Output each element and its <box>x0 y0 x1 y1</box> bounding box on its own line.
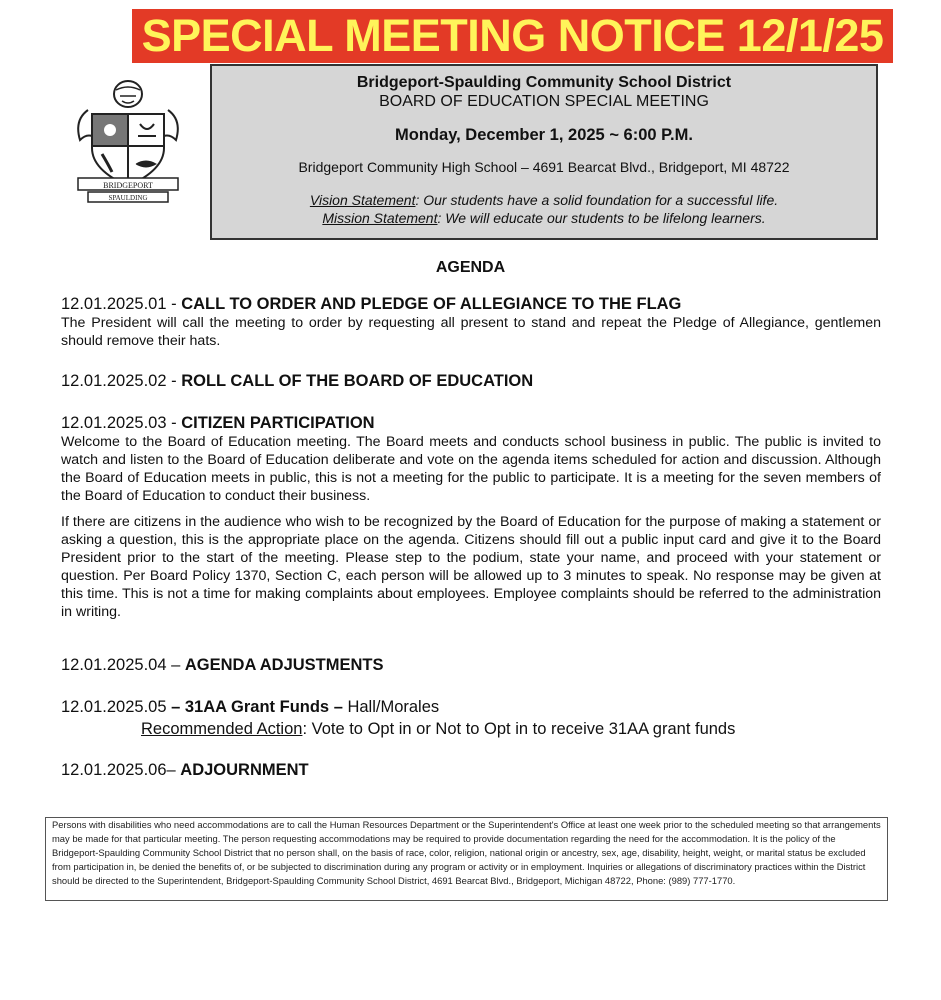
agenda-item <box>61 656 881 675</box>
item-title: – 31AA Grant Funds – <box>171 698 343 716</box>
item-number: 12.01.2025.04 – <box>61 656 185 674</box>
district-name: Bridgeport-Spaulding Community School District <box>356 74 732 91</box>
mission-statement <box>212 209 876 227</box>
meeting-datetime: Monday, December 1, 2025 ~ 6:00 P.M. <box>395 126 693 144</box>
vision-label: Vision Statement <box>309 192 416 208</box>
item-number: 12.01.2025.03 - <box>61 414 182 432</box>
meeting-header-box <box>210 64 878 240</box>
mission-label: Mission Statement <box>322 210 438 226</box>
item-title: AGENDA ADJUSTMENTS <box>184 656 384 674</box>
item-number: 12.01.2025.05 <box>61 698 172 716</box>
district-crest-logo <box>68 78 188 203</box>
agenda-item <box>61 372 881 391</box>
special-meeting-banner: SPECIAL MEETING NOTICE 12/1/25 <box>132 9 893 63</box>
agenda-item <box>61 414 881 621</box>
mission-text: : We will educate our students to be lifelong learners. <box>437 210 766 226</box>
svg-text:BRIDGEPORT: BRIDGEPORT <box>103 181 153 190</box>
agenda-item <box>61 295 881 350</box>
agenda-title: AGENDA <box>435 259 506 276</box>
agenda-item <box>61 761 881 780</box>
item-title: ADJOURNMENT <box>180 761 309 779</box>
meeting-type: BOARD OF EDUCATION SPECIAL MEETING <box>379 93 709 110</box>
vision-statement <box>212 191 876 209</box>
agenda-item <box>61 698 881 717</box>
action-label: Recommended Action <box>141 720 303 738</box>
vision-mission-statements <box>212 191 876 227</box>
item-body: The President will call the meeting to order by requesting all present to stand and repeat the Pledge of Allegiance, gentlemen should remove their hats. <box>61 315 881 349</box>
item-number: 12.01.2025.02 - <box>61 372 182 390</box>
vision-text: : Our students have a solid foundation for a successful life. <box>415 192 779 208</box>
item-body: Welcome to the Board of Education meeting. The Board meets and conducts school business in public. The public is invited to watch and listen to the Board of Education deliberate and vote on the agenda items scheduled for action and discussion. Although the Board of Education meets in public, this is not a meeting for the public to participate. It is a meeting for the seven members of the Board of Education to conduct their business. <box>61 434 881 504</box>
recommended-action <box>141 720 735 739</box>
accessibility-notice: Persons with disabilities who need accommodations are to call the Human Resources Department or the Superintendent's Office at least one week prior to the scheduled meeting so that arrangements may be made for that particular meeting. The person requesting accommodations may be required to provide documentation regarding the need for the accommodation. It is the policy of the Bridgeport-Spaulding Community School District that no person shall, on the basis of race, color, religion, national origin or ancestry, sex, age, disability, height, weight, or marital status be excluded from participation in, be denied the benefits of, or be subjected to discrimination during any program or activity or in employment. Inquiries or allegations of discriminatory practices within the District should be directed to the Superintendent, Bridgeport-Spaulding Community School District, 4691 Bearcat Blvd., Bridgeport, Michigan 48722, Phone: (989) 777-1770. <box>45 817 888 901</box>
action-text: : Vote to Opt in or Not to Opt in to receive 31AA grant funds <box>302 720 736 738</box>
meeting-location: Bridgeport Community High School – 4691 Bearcat Blvd., Bridgeport, MI 48722 <box>298 159 790 175</box>
item-body-2: If there are citizens in the audience who wish to be recognized by the Board of Education for the purpose of making a statement or asking a question, this is the appropriate place on the agenda. Citizens should fill out a public input card and give it to the Board President prior to the start of the meeting. Please step to the podium, state your name, and proceed with your statement or question. Per Board Policy 1370, Section C, each person will be allowed up to 3 minutes to speak. No response may be given at this time. This is not a time for making complaints about employees. Employee complaints should be referred to the administration in writing. <box>61 514 881 620</box>
svg-text:SPAULDING: SPAULDING <box>108 194 148 202</box>
item-title: CALL TO ORDER AND PLEDGE OF ALLEGIANCE TO THE FLAG <box>181 295 682 313</box>
item-presenters: Hall/Morales <box>342 698 440 716</box>
item-number: 12.01.2025.01 - <box>61 295 182 313</box>
item-title: CITIZEN PARTICIPATION <box>181 414 375 432</box>
item-number: 12.01.2025.06– <box>61 761 181 779</box>
item-title: ROLL CALL OF THE BOARD OF EDUCATION <box>181 372 534 390</box>
